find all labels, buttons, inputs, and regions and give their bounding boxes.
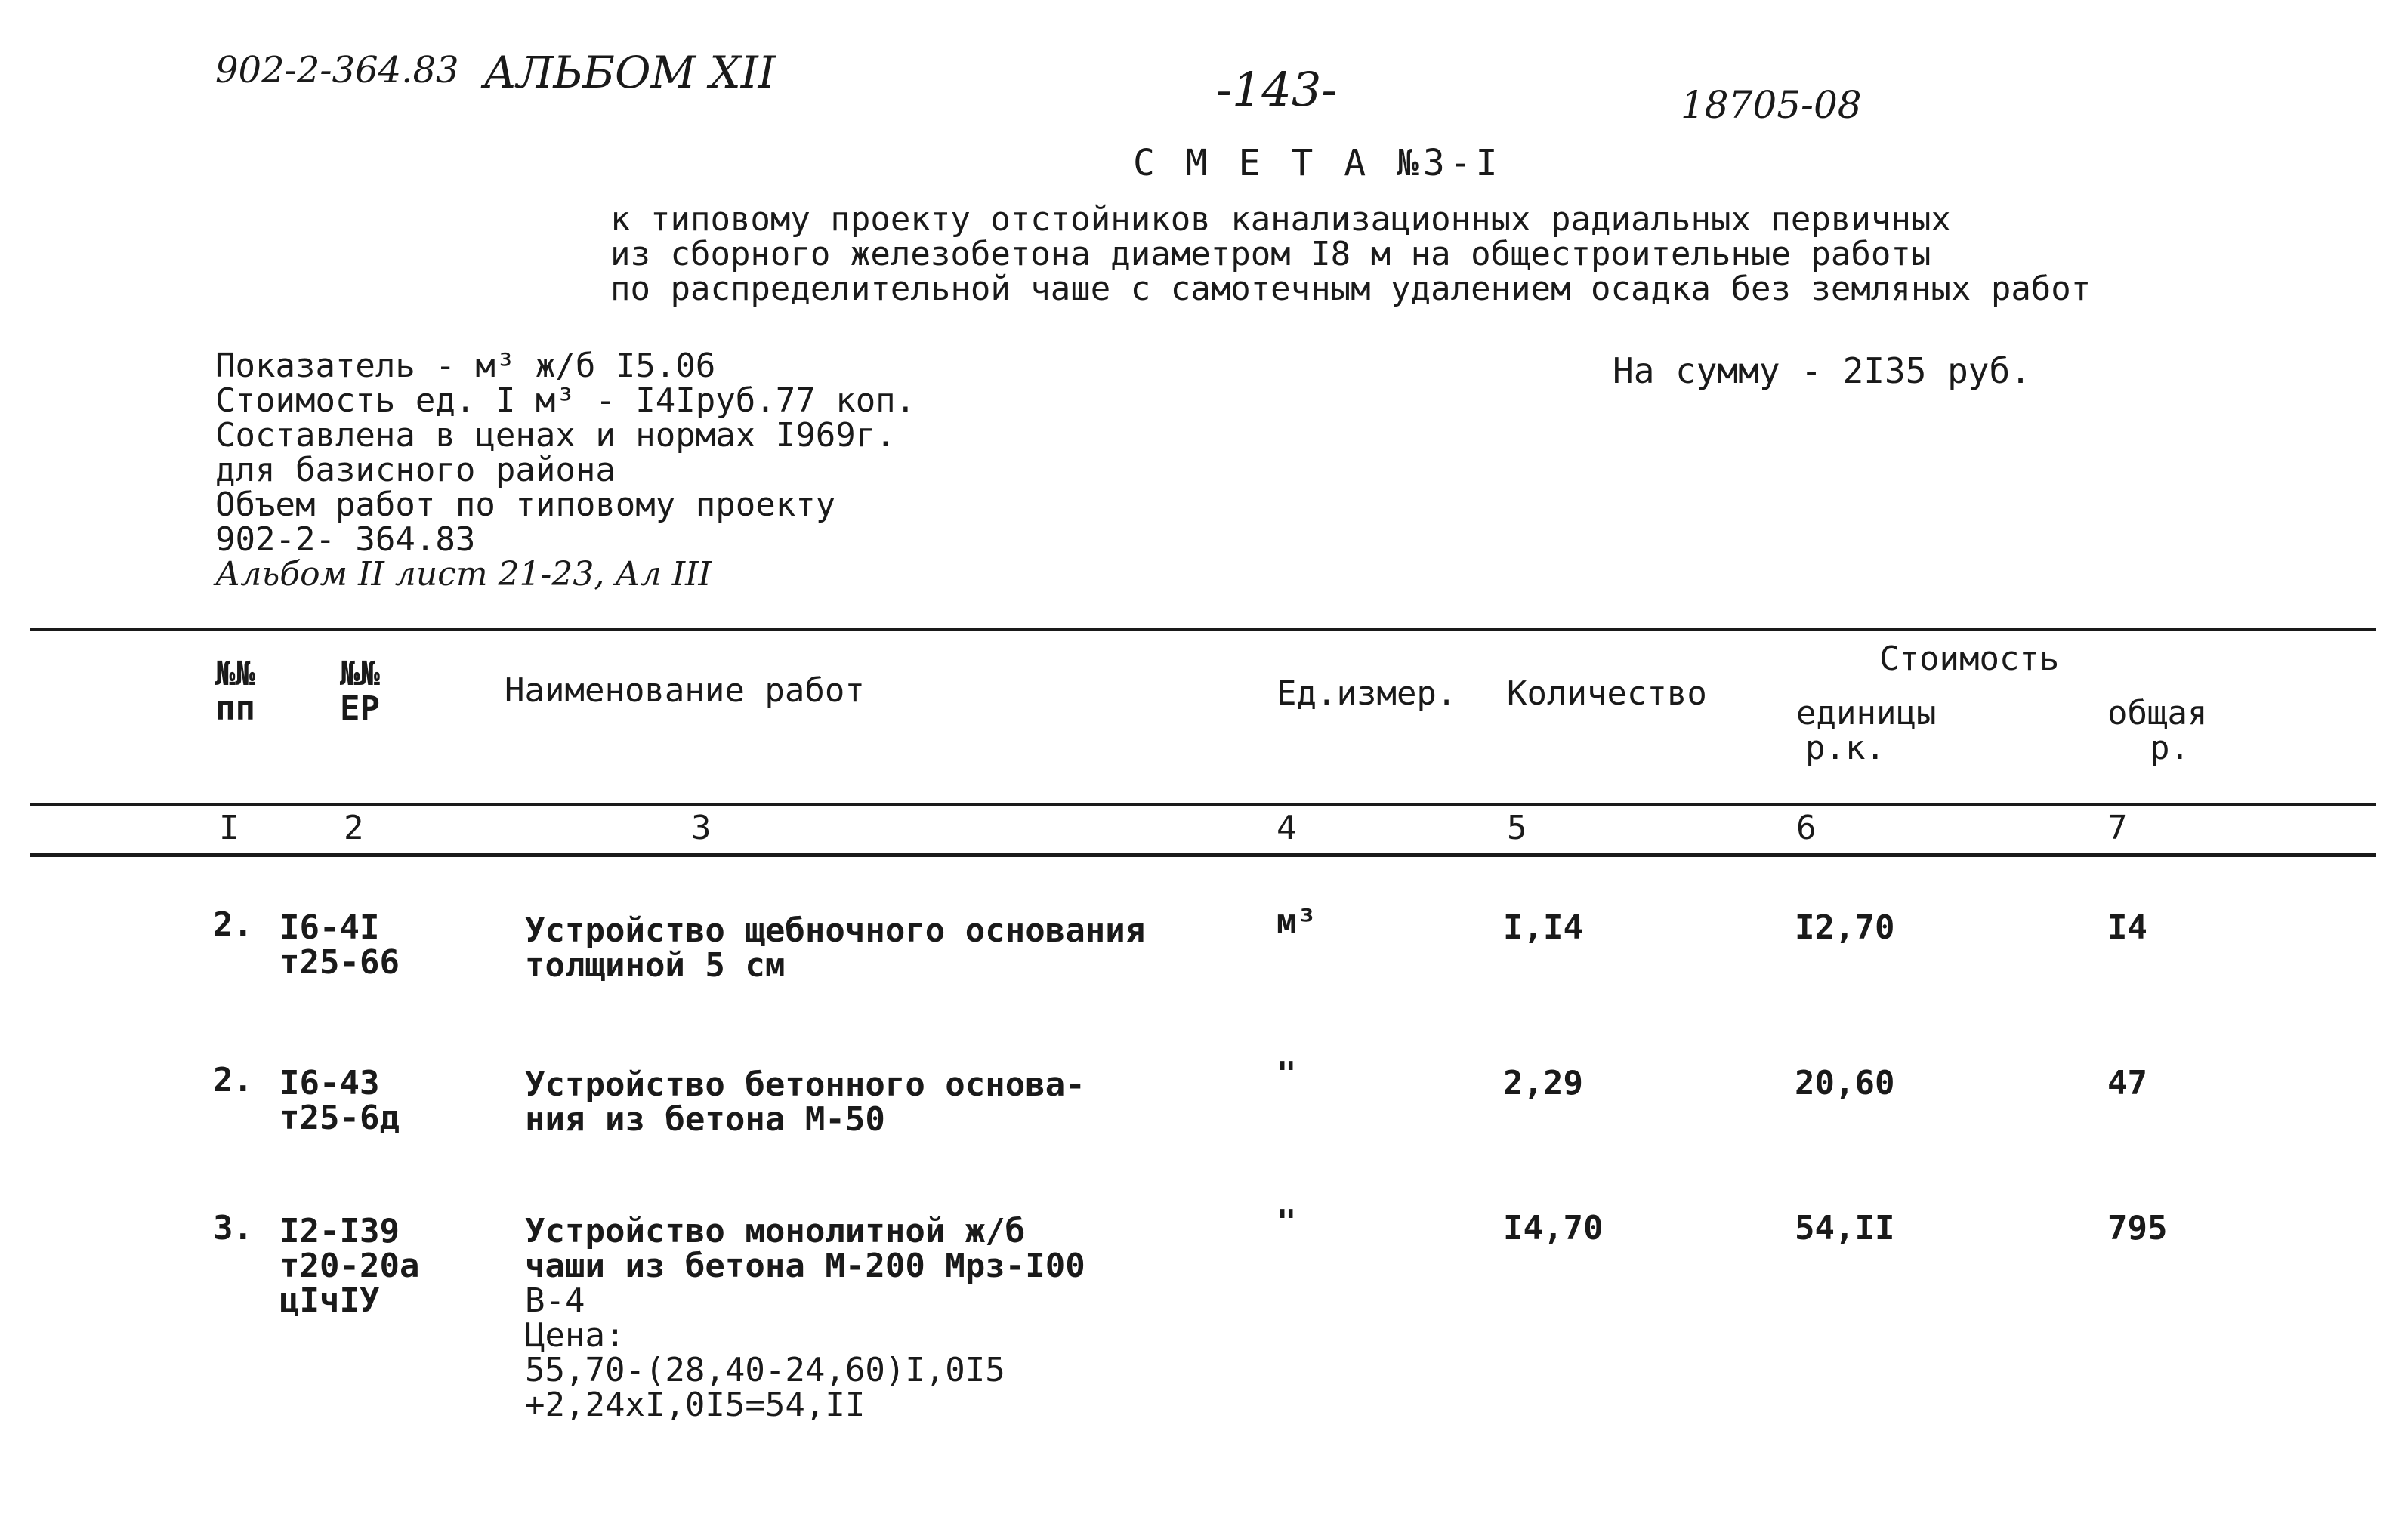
page-number: -143- <box>1216 62 1338 117</box>
header-total-cost-line: р. <box>2150 729 2190 767</box>
colnum: 7 <box>2107 809 2128 847</box>
row-er-line: т25-66 <box>279 943 400 982</box>
info-block <box>215 349 915 592</box>
doc-code: 902-2-364.83 <box>215 49 459 91</box>
row-unit: " <box>1277 1203 1297 1241</box>
header-col1 <box>215 657 255 726</box>
sheet-code: 18705-08 <box>1681 83 1862 127</box>
header-unit: Ед.измер. <box>1277 674 1457 713</box>
smeta-heading: С М Е Т А №3-I <box>1133 142 1502 184</box>
project-code: 902-2- 364.83 <box>215 520 476 559</box>
row-er-line: т20-20а <box>279 1247 420 1285</box>
indicator: Показатель - м³ ж/б I5.06 <box>215 347 716 385</box>
row-er-line: I6-43 <box>279 1064 380 1102</box>
region-note: для базисного района <box>215 451 616 489</box>
row-unit-cost: I2,70 <box>1795 908 1895 947</box>
row-work-line: Устройство монолитной ж/б <box>525 1212 1026 1250</box>
subtitle-line: по распределительной чаше с самотечным удалением осадка без земляных работ <box>610 270 2092 308</box>
row-work-line: В-4 <box>525 1281 585 1320</box>
subtitle-line: из сборного железобетона диаметром I8 м на общестроительные работы <box>610 235 1931 273</box>
row-er-code <box>279 1214 419 1318</box>
row-er-line: т25-6д <box>279 1099 400 1137</box>
row-quantity: I,I4 <box>1503 908 1583 947</box>
row-unit-cost: 20,60 <box>1795 1064 1895 1102</box>
row-work-line: Цена: <box>525 1316 625 1355</box>
row-work-name <box>525 911 1146 985</box>
row-number: 2. <box>213 1061 253 1099</box>
header-total-cost-line: общая <box>2107 694 2208 732</box>
row-unit-cost: 54,II <box>1795 1209 1895 1247</box>
table-top-rule <box>30 628 2376 631</box>
header-unit-cost-line: единицы <box>1796 694 1937 732</box>
row-unit: " <box>1277 1055 1297 1093</box>
compiled-note: Составлена в ценах и нормах I969г. <box>215 416 896 455</box>
row-work-line: +2,24хI,0I5=54,II <box>525 1386 866 1424</box>
subtitle-line: к типовому проекту отстойников канализационных радиальных первичных <box>610 200 1951 239</box>
row-er-line: I6-4I <box>279 908 380 947</box>
header-col2-line: №№ <box>340 655 380 693</box>
row-er-code <box>279 1066 400 1136</box>
header-bottom-rule <box>30 803 2376 806</box>
colnum-bottom-rule <box>30 853 2376 857</box>
volume-note: Объем работ по типовому проекту <box>215 486 836 524</box>
row-work-name <box>525 1214 1085 1423</box>
colnum: 2 <box>344 809 364 847</box>
row-work-line: 55,70-(28,40-24,60)I,0I5 <box>525 1351 1005 1389</box>
header-unit-cost <box>1796 696 1936 766</box>
header-col2-line: ЕР <box>340 689 380 728</box>
colnum: 5 <box>1507 809 1527 847</box>
header-quantity: Количество <box>1507 674 1707 713</box>
colnum: I <box>219 809 239 847</box>
row-total: 47 <box>2107 1064 2147 1102</box>
colnum: 6 <box>1796 809 1817 847</box>
row-work-name <box>525 1065 1085 1139</box>
row-work-line: ния из бетона М-50 <box>525 1100 885 1139</box>
colnum: 4 <box>1277 809 1297 847</box>
row-total: I4 <box>2107 908 2147 947</box>
row-quantity: I4,70 <box>1503 1209 1604 1247</box>
unit-cost-note: Стоимость ед. I м³ - I4Iруб.77 коп. <box>215 381 916 420</box>
row-er-line: цIчIУ <box>279 1281 380 1320</box>
row-work-line: Устройство щебночного основания <box>525 911 1146 950</box>
total-sum: На сумму - 2I35 руб. <box>1613 350 2031 391</box>
row-number: 3. <box>213 1209 253 1247</box>
row-quantity: 2,29 <box>1503 1064 1583 1102</box>
row-work-line: Устройство бетонного основа- <box>525 1065 1085 1104</box>
row-work-line: чаши из бетона М-200 Мрз-I00 <box>525 1247 1085 1285</box>
row-total: 795 <box>2107 1209 2168 1247</box>
header-unit-cost-line: р.к. <box>1805 729 1885 767</box>
smeta-subtitle <box>610 202 2091 307</box>
header-work-name: Наименование работ <box>505 671 865 710</box>
header-cost-group: Стоимость <box>1879 640 2060 678</box>
row-er-code <box>279 908 400 982</box>
header-col2 <box>340 657 380 726</box>
album-reference: Альбом II лист 21-23, Ал III <box>215 555 712 594</box>
row-work-line: толщиной 5 см <box>525 946 786 985</box>
row-er-line: I2-I39 <box>279 1212 400 1250</box>
album-label: АЛЬБОМ XII <box>483 47 776 98</box>
colnum: 3 <box>691 809 712 847</box>
row-unit: м³ <box>1277 902 1317 941</box>
header-col1-line: №№ <box>215 655 255 693</box>
header-col1-line: пп <box>215 689 255 728</box>
row-number: 2. <box>213 905 253 944</box>
header-total-cost <box>2107 696 2207 766</box>
